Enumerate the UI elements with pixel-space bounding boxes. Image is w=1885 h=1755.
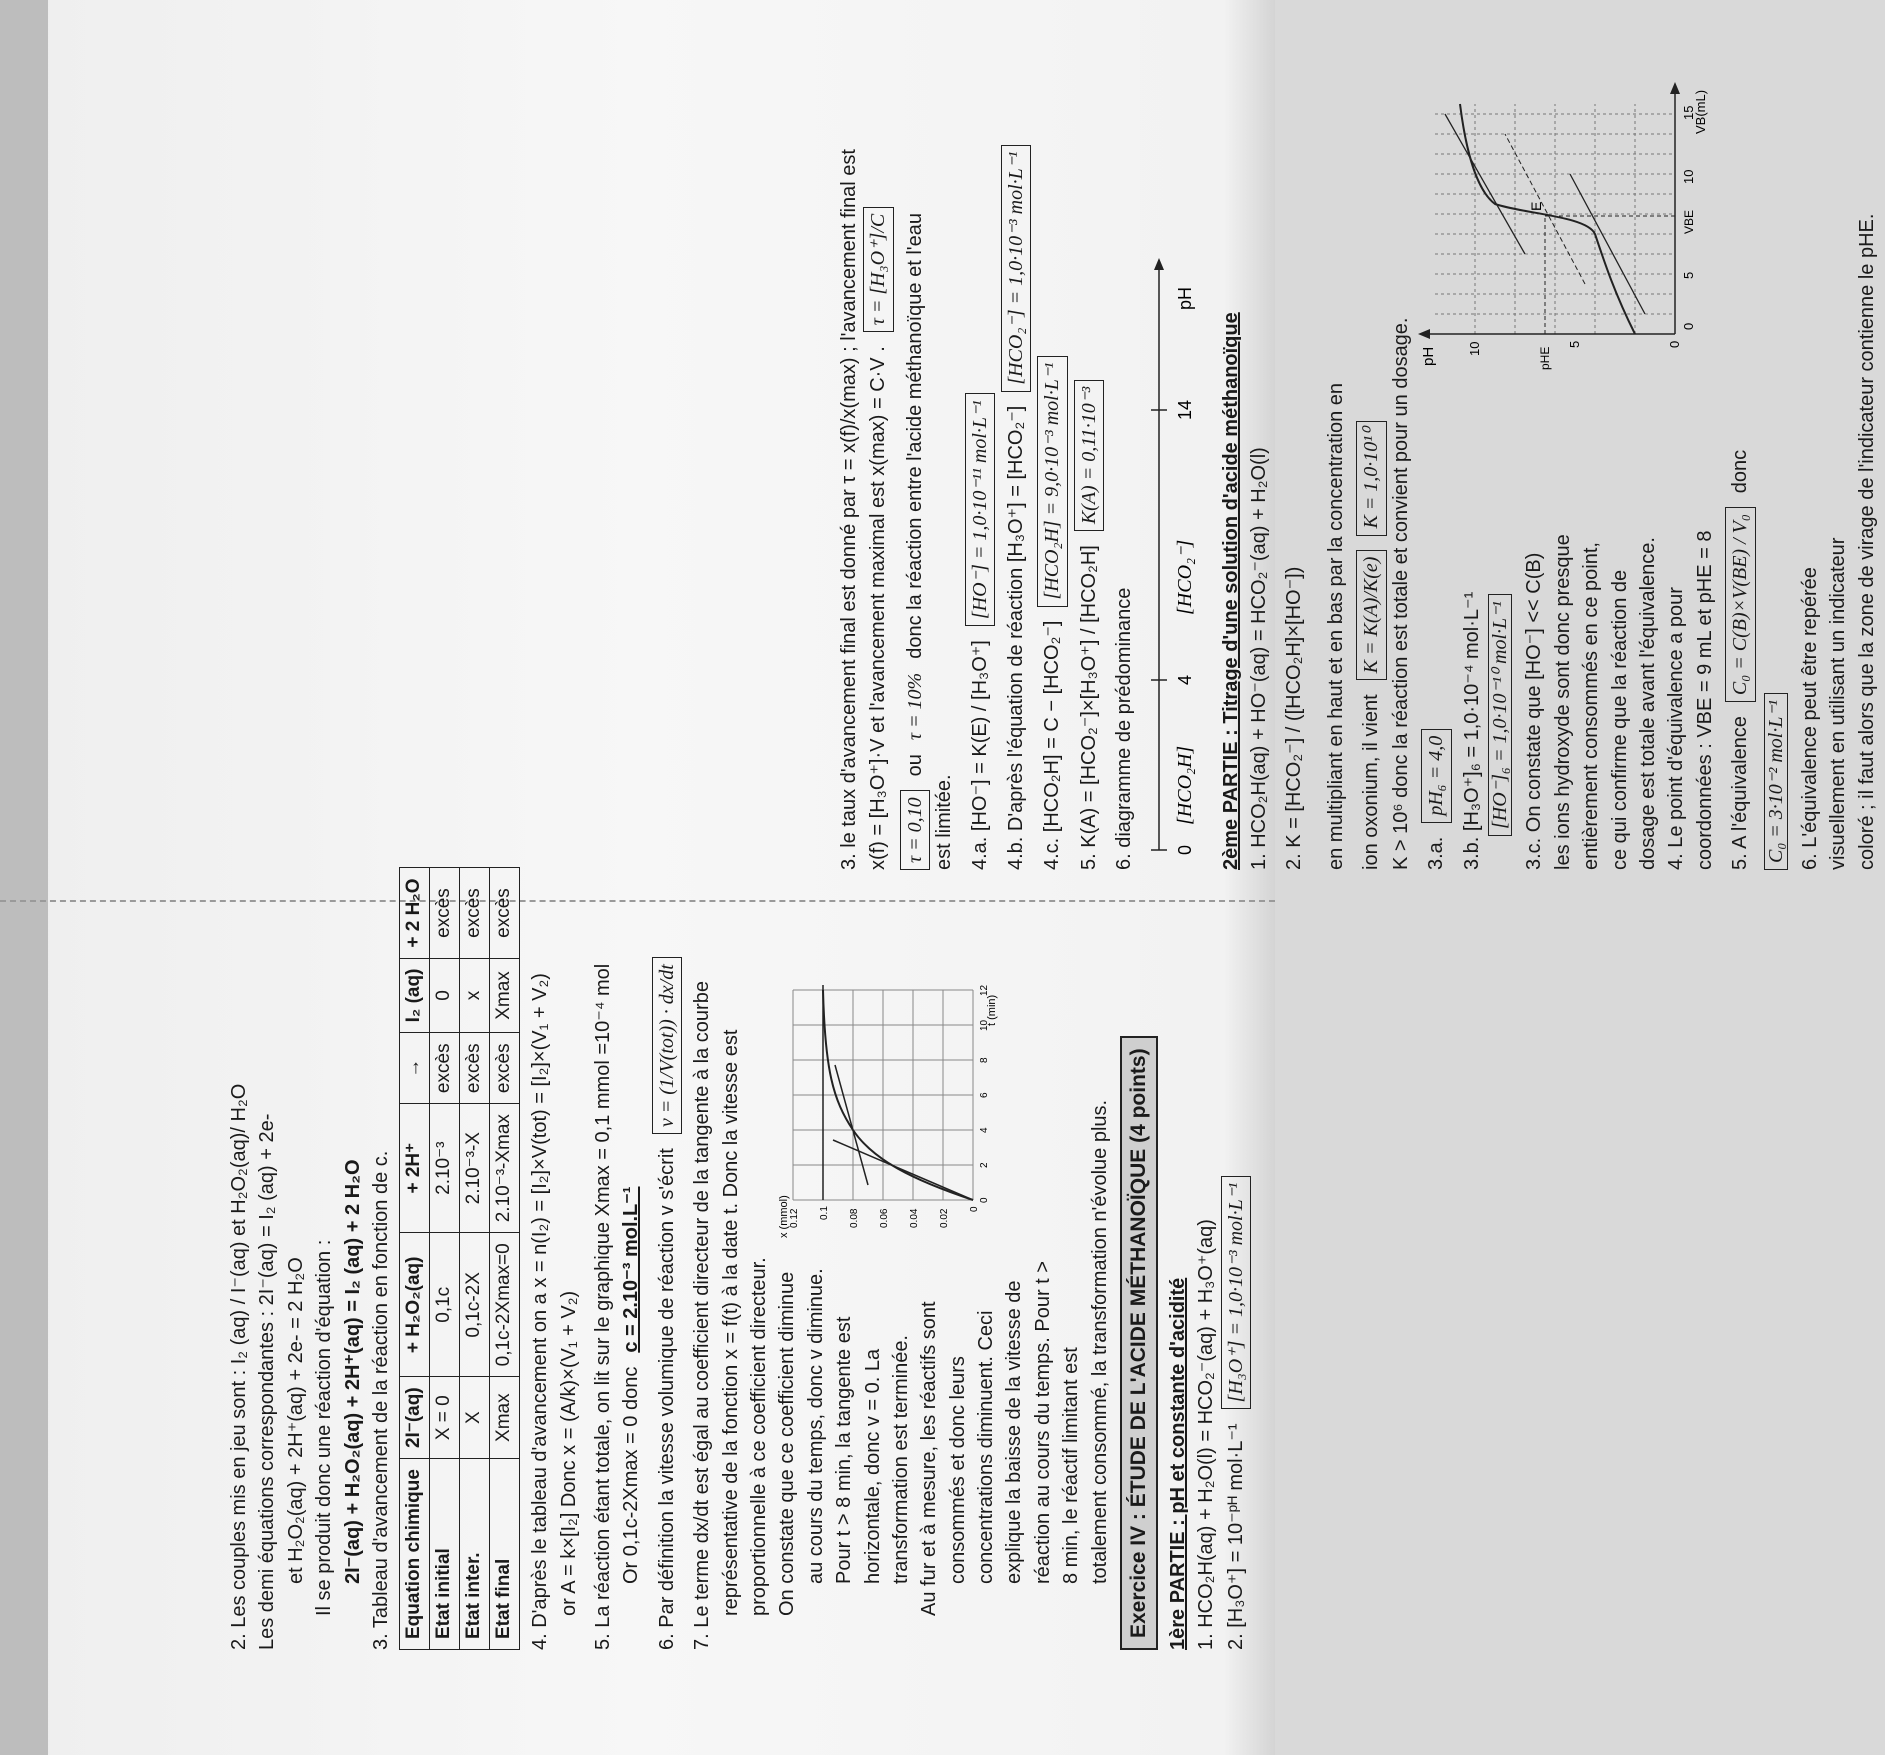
vbe-label: VBE: [1682, 209, 1697, 234]
line-s11: ce qui confirme que la réaction de: [1608, 569, 1631, 870]
line-s18: visuellement en utilisant un indicateur: [1827, 537, 1850, 870]
diagram-base: [HCO₂⁻]: [1173, 539, 1196, 615]
tick-label: 0: [969, 1206, 981, 1212]
line-q4: 4. D'après le tableau d'avancement on a x = n(I₂) = [I₂]×V(tot) = [I₂]×(V₁ + V₂): [529, 973, 552, 1650]
table-cell: excès: [490, 1033, 520, 1104]
s5-value: pH₆ = 4,0: [1421, 729, 1451, 823]
r8-result: K(A) = 0,11·10⁻³: [1074, 380, 1104, 531]
tick-label: 15: [1681, 105, 1697, 120]
q7-line: Au fur et à mesure, les réactifs sont: [918, 1301, 941, 1616]
line-r6: [1001, 70, 1031, 870]
table-cell: X = 0: [430, 1377, 460, 1459]
r2-text: x(f) = [H₃O⁺]·V et l'avancement maximal est x(max) = C·V .: [867, 346, 890, 870]
tick-label: 0.1: [819, 1206, 831, 1220]
q7-line: concentrations diminuent. Ceci: [975, 1310, 998, 1584]
tick-label: 10: [1467, 341, 1483, 356]
part-1-title: 1ère PARTIE : pH et constante d'acidité: [1166, 1277, 1189, 1650]
q7-line: transformation est terminée.: [889, 1335, 912, 1584]
q7-line: explique la baisse de la vitesse de: [1003, 1280, 1026, 1584]
line-q5-b: [617, 850, 645, 1650]
table-row: [400, 868, 430, 1650]
q5-text: Or 0,1c-2Xmax = 0 donc: [620, 1366, 643, 1584]
diagram-14: 14: [1174, 399, 1195, 420]
line-reaction-equation: 2I⁻(aq) + H₂O₂(aq) + 2H⁺(aq) = I₂ (aq) + 2 H₂O: [341, 1159, 364, 1584]
q7-explanation: [773, 1250, 1085, 1650]
table-cell: Equation chimique: [400, 1459, 430, 1650]
line-s1: 1. HCO₂H(aq) + HO⁻(aq) = HCO₂⁻(aq) + H₂O(l): [1248, 447, 1271, 870]
s15-donc: donc: [1729, 449, 1752, 494]
table-cell: →: [400, 1033, 430, 1104]
part1-q1: 1. HCO₂H(aq) + H₂O(l) = HCO₂⁻(aq) + H₃O⁺(aq): [1195, 1219, 1218, 1650]
r8-text: 5. K(A) = [HCO₂⁻]×[H₃O⁺] / [HCO₂H]: [1077, 545, 1100, 870]
tick-label: 0.08: [849, 1208, 861, 1228]
ph-e-label: pHE: [1538, 346, 1553, 370]
table-cell: excès: [460, 1033, 490, 1104]
q7-line: consommés et donc leurs: [946, 1356, 969, 1584]
line-r7: [1037, 70, 1067, 870]
table-cell: x: [460, 958, 490, 1033]
r7-result: [HCO₂H] = 9,0·10⁻³ mol·L⁻¹: [1037, 356, 1067, 607]
table-cell: Xmax: [490, 1377, 520, 1459]
table-cell: I₂ (aq): [400, 958, 430, 1033]
part1-q2-result: [H₃O⁺] = 1,0·10⁻³ mol·L⁻¹: [1221, 1176, 1251, 1410]
tick-label: 0.02: [939, 1208, 951, 1228]
tick-label: 0: [979, 1197, 991, 1203]
graph-ylabel: pH: [1420, 346, 1438, 366]
line-s16-wrap: [1762, 390, 1790, 870]
titration-body: [1415, 70, 1790, 870]
advancement-table: [399, 867, 520, 1650]
tau-value: τ = 0,10: [900, 790, 930, 870]
table-cell: Xmax: [490, 958, 520, 1033]
q6-formula: v = (1/V(tot)) · dx/dt: [652, 957, 682, 1134]
q7-line: On constate que ce coefficient diminue: [776, 1271, 799, 1616]
q7-line: Pour t > 8 min, la tangente est: [833, 1316, 856, 1584]
table-row: [490, 868, 520, 1650]
s3-text: ion oxonium, il vient: [1360, 694, 1383, 870]
ph-curve: [1460, 104, 1635, 334]
q7-line: horizontale, donc v = 0. La: [861, 1348, 884, 1584]
tangent-origin: [833, 1140, 973, 1200]
scan-edge: [0, 0, 48, 1755]
point-e-label: E: [1528, 201, 1545, 211]
graph-grid: [1435, 104, 1675, 334]
r3-or: ou: [903, 754, 926, 777]
table-cell: 2.10⁻³: [430, 1104, 460, 1233]
line-s17: 6. L'équivalence peut être repérée: [1798, 567, 1821, 870]
y-axis-arrow: [1418, 329, 1430, 339]
tangent-mid: [835, 1065, 868, 1185]
q7-line: au cours du temps, donc v diminue.: [804, 1268, 827, 1584]
r6-text: 4.b. D'après l'équation de réaction [H₃O⁺] = [HCO₂⁻]: [1004, 405, 1027, 870]
diagram-0: 0: [1174, 844, 1195, 855]
line-demi-equations: Les demi équations correspondantes : 2I⁻(aq) = I₂ (aq) + 2e-: [256, 1113, 279, 1650]
s5-label: 3.a.: [1425, 836, 1448, 870]
r6-result: [HCO₂⁻] = 1,0·10⁻³ mol·L⁻¹: [1001, 145, 1031, 392]
table-cell: excès: [430, 868, 460, 958]
line-s9: les ions hydroxyde sont donc presque: [1551, 534, 1574, 870]
graph-ph-vs-vb: [1415, 74, 1715, 374]
y-ticks: [789, 1206, 980, 1228]
q5-result: c = 2.10⁻³ mol.L⁻¹: [620, 1186, 643, 1353]
x-axis-arrow: [1670, 82, 1680, 94]
line-s12: dosage est totale avant l'équivalence.: [1636, 537, 1659, 870]
titration-graph: [1415, 74, 1790, 374]
tick-label: 0.12: [789, 1208, 801, 1228]
tick-label: 10: [979, 1019, 991, 1031]
q7-line-last: totalement consommé, la transformation n'évolue plus.: [1088, 1099, 1111, 1584]
y-ticks: [1467, 341, 1682, 356]
s7-value: [HO⁻]₆ = 1,0·10⁻¹⁰ mol·L⁻¹: [1488, 594, 1512, 836]
part-2-title: 2ème PARTIE : Titrage d'une solution d'acide méthanoïque: [1219, 312, 1242, 870]
line-s2: [1280, 70, 1351, 870]
graph-grid: [793, 990, 973, 1200]
line-q7: 7. Le terme dx/dt est égal au coefficient directeur de la tangente à la courbe: [691, 981, 714, 1650]
s15-formula: C₀ = C(B)×V(BE) / V₀: [1725, 507, 1755, 702]
line-tableau-title: 3. Tableau d'avancement de la réaction en fonction de c.: [369, 1150, 392, 1650]
line-s8: 3.c. On constate que [HO⁻] << C(B): [1523, 552, 1546, 870]
table-cell: 0,1c: [430, 1233, 460, 1377]
tick-label: 10: [1681, 169, 1697, 184]
table-cell: X: [460, 1377, 490, 1459]
q7-line: 8 min, le réactif limitant est: [1060, 1347, 1083, 1584]
line-s4: K > 10⁶ donc la réaction est totale et convient pour un dosage.: [1389, 317, 1412, 870]
table-cell: excès: [460, 868, 490, 958]
exercise-title: Exercice IV : ÉTUDE DE L'ACIDE MÉTHANOÏQUE (4 points): [1120, 1036, 1158, 1650]
part1-q2: [1221, 850, 1251, 1650]
tangent-2: [1445, 114, 1525, 254]
part1-q2-text: 2. [H₃O⁺] = 10⁻ᵖᴴ mol·L⁻¹: [1224, 1423, 1247, 1650]
diagram-4: 4: [1174, 674, 1195, 685]
line-s10: entièrement consommés en ce point,: [1580, 542, 1603, 870]
line-r9: 6. diagramme de prédominance: [1113, 587, 1136, 870]
table-cell: + H₂O₂(aq): [400, 1233, 430, 1377]
table-cell: excès: [490, 868, 520, 958]
s3-k-value: K = 1,0·10¹⁰: [1356, 421, 1386, 536]
tick-label: 4: [979, 1127, 991, 1133]
table-cell: 0,1c-2X: [460, 1233, 490, 1377]
graph-xlabel: t (min): [986, 994, 999, 1026]
table-cell: + 2H⁺: [400, 1104, 430, 1233]
table-cell: 2.10⁻³-X: [460, 1104, 490, 1233]
line-s13: 4. Le point d'équivalence a pour: [1665, 587, 1688, 870]
line-q7-c: proportionnelle à ce coefficient directeur.: [747, 1257, 770, 1616]
line-couples: 2. Les couples mis en jeu sont : I₂ (aq) / I⁻(aq) et H₂O₂(aq)/ H₂O: [228, 1083, 250, 1650]
tick-label: 5: [1567, 340, 1583, 348]
line-demi-equation-2: et H₂O₂(aq) + 2H⁺(aq) + 2e- = 2 H₂O: [284, 1257, 307, 1584]
tick-label: 8: [979, 1057, 991, 1063]
line-r5: [965, 70, 995, 870]
advancement-graph: [773, 980, 1085, 1240]
table-cell: 0: [430, 958, 460, 1033]
line-r1: 3. le taux d'avancement final est donné par τ = x(f)/x(max) ; l'avancement final est: [838, 149, 860, 870]
tick-label: 0.06: [879, 1208, 891, 1228]
r7-text: 4.c. [HCO₂H] = C − [HCO₂⁻]: [1041, 620, 1064, 870]
line-r3: [900, 70, 930, 870]
tangent-1: [1570, 174, 1645, 314]
correction-part-2: [835, 70, 1885, 870]
tau-percent: τ = 10%: [903, 672, 926, 741]
tick-label: 0: [1667, 340, 1683, 348]
table-cell: excès: [430, 1033, 460, 1104]
s15-text: 5. A l'équivalence: [1729, 716, 1752, 870]
line-s15: [1725, 390, 1755, 870]
table-cell: 0,1c-2Xmax=0: [490, 1233, 520, 1377]
table-cell: + 2 H₂O: [400, 868, 430, 958]
line-q5: 5. La réaction étant totale, on lit sur le graphique Xmax = 0,1 mmol =10⁻⁴ mol: [592, 963, 614, 1650]
line-q4-b: or A = k×[I₂] Donc x = (A/k)×(V₁ + V₂): [557, 1290, 580, 1616]
titration-text: [1415, 390, 1790, 870]
line-q6: [652, 850, 682, 1650]
line-s19: coloré ; il faut alors que la zone de virage de l'indicateur contienne le pHE.: [1855, 213, 1878, 870]
q6-text: 6. Par définition la vitesse volumique de réaction v s'écrit: [655, 1148, 678, 1650]
r2-tau: τ = [H₃O⁺]/C: [863, 207, 893, 333]
line-s6: 3.b. [H₃O⁺]₆ = 1,0·10⁻⁴ mol·L⁻¹: [1460, 591, 1483, 870]
line-s7-wrap: [1486, 390, 1514, 870]
r5-result: [HO⁻] = 1,0·10⁻¹¹ mol·L⁻¹: [965, 393, 995, 626]
correction-part-1: [225, 850, 1275, 1650]
table-cell: Etat inter.: [460, 1459, 490, 1650]
tick-label: 0.04: [909, 1208, 921, 1228]
tick-label: 0: [1681, 322, 1697, 330]
line-q7-b: représentative de la fonction x = f(t) à la date t. Donc la vitesse est: [719, 1029, 742, 1616]
q7-line: réaction au cours du temps. Pour t >: [1031, 1261, 1054, 1584]
r3-conclusion: donc la réaction entre l'acide méthanoïque et l'eau: [903, 213, 926, 659]
s2-text: en multipliant en haut et en bas par la concentration en: [1325, 383, 1348, 870]
r5-text: 4.a. [HO⁻] = K(E) / [H₃O⁺]: [968, 640, 991, 870]
table-cell: Etat final: [490, 1459, 520, 1650]
s16-result: C₀ = 3·10⁻² mol·L⁻¹: [1764, 693, 1788, 870]
q7-body: [773, 850, 1085, 1650]
tick-label: 12: [979, 984, 991, 996]
table-cell: 2I⁻(aq): [400, 1377, 430, 1459]
line-reaction-intro: Il se produit donc une réaction d'équation :: [313, 1239, 336, 1616]
table-row: [460, 868, 490, 1650]
line-r2: [863, 70, 893, 870]
line-r4: est limitée.: [933, 774, 956, 870]
graph-xlabel: VB(mL): [1693, 89, 1709, 134]
table-row: [430, 868, 460, 1650]
line-s14: coordonnées : VBE = 9 mL et pHE = 8: [1693, 530, 1716, 870]
s3-k-ratio: K = K(A)/K(e): [1356, 550, 1386, 681]
tick-label: 5: [1681, 271, 1697, 279]
line-s3: [1356, 70, 1386, 870]
graph-x-vs-t: [773, 980, 1013, 1240]
s2-formula: 2. K = [HCO₂⁻] / ([HCO₂H]×[HO⁻]): [1282, 566, 1305, 870]
diagram-ph: pH: [1174, 286, 1195, 310]
graph-ylabel: x (mmol): [778, 1195, 791, 1238]
diagram-arrow: [1154, 258, 1164, 270]
table-cell: Etat initial: [430, 1459, 460, 1650]
predominance-diagram: [1139, 250, 1209, 870]
diagram-acid: [HCO₂H]: [1173, 745, 1196, 825]
tick-label: 6: [979, 1092, 991, 1098]
table-cell: 2.10⁻³-Xmax: [490, 1104, 520, 1233]
line-s5: [1421, 390, 1451, 870]
tick-label: 2: [979, 1162, 991, 1168]
line-r8: [1074, 70, 1104, 870]
